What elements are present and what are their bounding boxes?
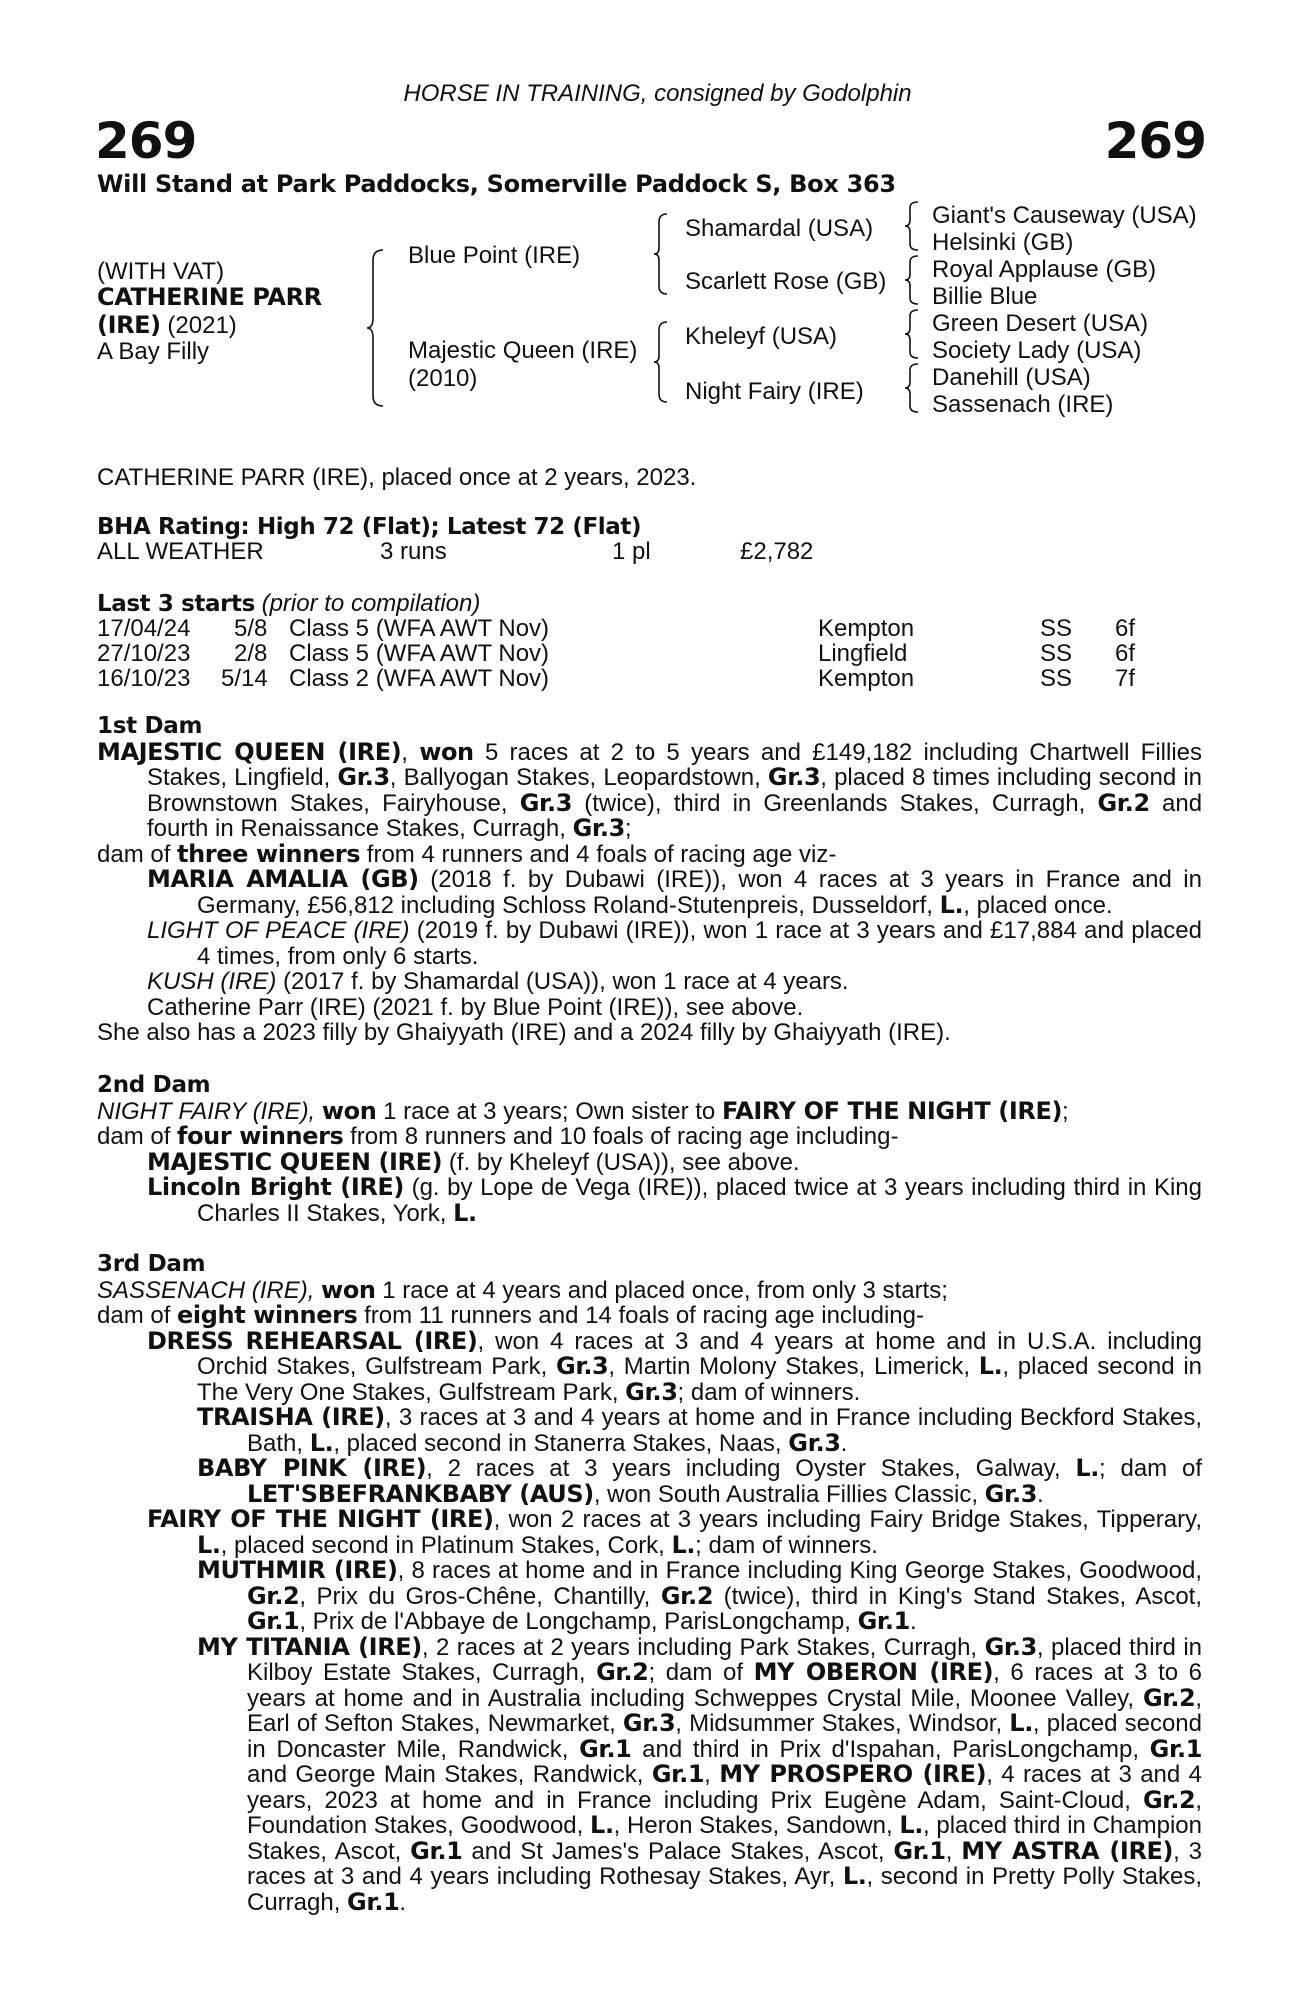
first-dam-record: MAJESTIC QUEEN (IRE), won 5 races at 2 to 5 years and £149,182 including Chartwell Fillies Stakes, Lingfield, Gr.3, Ballyogan Stakes, Leopardstown, Gr.3, placed 8 times including second in Brownstown Stakes, Fairyhouse, Gr.3 (twice), third in Greenlands Stakes, Curragh, Gr.2 and fourth in Renaissance Stakes, Curragh, Gr.3; bbox=[97, 737, 1203, 842]
lot-number-left: 269 bbox=[95, 112, 197, 170]
produce-dress-rehearsal: DRESS REHEARSAL (IRE), won 4 races at 3 and 4 years at home and in U.S.A. including Orchid Stakes, Gulfstream Park, Gr.3, Martin Molony Stakes, Limerick, L., placed second in The Very One Stakes, Gulfstream Park, Gr.3; dam of winners. bbox=[147, 1326, 1203, 1406]
second-dam-section bbox=[97, 1073, 1202, 1226]
pedigree-sire: Blue Point (IRE) bbox=[408, 242, 581, 269]
pedigree-sire-dam: Scarlett Rose (GB) bbox=[685, 268, 887, 295]
pedigree-brace-ss bbox=[903, 200, 923, 252]
third-dam-record: SASSENACH (IRE), won 1 race at 4 years and placed once, from only 3 starts; bbox=[97, 1275, 948, 1304]
produce-majestic-queen: MAJESTIC QUEEN (IRE) (f. by Kheleyf (USA)), see above. bbox=[147, 1147, 800, 1176]
first-dam-also: She also has a 2023 filly by Ghaiyyath (IRE) and a 2024 filly by Ghaiyyath (IRE). bbox=[97, 1019, 951, 1046]
lot-number-right: 269 bbox=[1104, 112, 1206, 170]
pedigree-sire-sire: Shamardal (USA) bbox=[685, 215, 874, 242]
horse-origin-year: (IRE) (2021) bbox=[97, 311, 237, 339]
pedigree-dds: Danehill (USA) bbox=[932, 364, 1091, 391]
horse-name: CATHERINE PARR bbox=[97, 283, 322, 311]
pedigree-dam-sire: Kheleyf (USA) bbox=[685, 323, 838, 350]
second-dam-heading: 2nd Dam bbox=[97, 1072, 211, 1098]
pedigree-brace-sd bbox=[903, 254, 923, 306]
pedigree-brace-dam bbox=[652, 320, 672, 404]
second-dam-produce: dam of four winners from 8 runners and 10 foals of racing age including- bbox=[97, 1122, 899, 1150]
stand-location: Will Stand at Park Paddocks, Somerville Paddock S, Box 363 bbox=[97, 170, 896, 198]
produce-light-of-peace: LIGHT OF PEACE (IRE) (2019 f. by Dubawi (IRE)), won 1 race at 3 years and £17,884 and placed 4 times, from only 6 starts. bbox=[147, 917, 1202, 970]
produce-traisha: TRAISHA (IRE), 3 races at 3 and 4 years at home and in France including Beckford Stakes, Bath, L., placed second in Stanerra Stakes, Naas, Gr.3. bbox=[197, 1403, 1202, 1457]
last-starts-heading: Last 3 starts (prior to compilation) bbox=[97, 590, 481, 617]
bha-rating: BHA Rating: High 72 (Flat); Latest 72 (Flat) bbox=[97, 514, 642, 540]
horse-description: A Bay Filly bbox=[97, 338, 210, 365]
pedigree-ssd: Helsinki (GB) bbox=[932, 229, 1074, 256]
second-dam-record: NIGHT FAIRY (IRE), won 1 race at 3 years; Own sister to FAIRY OF THE NIGHT (IRE); bbox=[97, 1096, 1069, 1125]
produce-muthmir: MUTHMIR (IRE), 8 races at home and in France including King George Stakes, Goodwood, Gr.2, Prix du Gros-Chêne, Chantilly, Gr.2 (twice), third in King's Stand Stakes, Ascot, Gr.1, Prix de l'Abbaye de Longchamp, ParisLongchamp, Gr.1. bbox=[197, 1556, 1203, 1635]
pedigree-brace-main bbox=[365, 248, 389, 408]
consignor-header: HORSE IN TRAINING, consigned by Godolphin bbox=[403, 80, 912, 107]
rating-placed: 1 pl bbox=[612, 538, 651, 565]
produce-fairy-of-the-night: FAIRY OF THE NIGHT (IRE), won 2 races at 3 years including Fairy Bridge Stakes, Tipperary, L., placed second in Platinum Stakes, Cork, L.; dam of winners. bbox=[147, 1505, 1202, 1559]
pedigree-sdd: Billie Blue bbox=[932, 283, 1038, 310]
pedigree-dss: Green Desert (USA) bbox=[932, 310, 1149, 337]
pedigree-brace-sire bbox=[652, 212, 672, 296]
produce-baby-pink: BABY PINK (IRE), 2 races at 3 years including Oyster Stakes, Galway, L.; dam of LET'SBEFRANKBABY (AUS), won South Australia Fillies Classic, Gr.3. bbox=[197, 1454, 1202, 1508]
produce-lincoln-bright: Lincoln Bright (IRE) (g. by Lope de Vega (IRE)), placed twice at 3 years including third in King Charles II Stakes, York, L. bbox=[147, 1173, 1203, 1227]
pedigree-brace-dd bbox=[903, 362, 923, 414]
produce-catherine-parr: Catherine Parr (IRE) (2021 f. by Blue Point (IRE)), see above. bbox=[147, 993, 804, 1021]
pedigree-dam-dam: Night Fairy (IRE) bbox=[685, 378, 864, 405]
rating-prize: £2,782 bbox=[740, 538, 814, 565]
first-dam-section bbox=[97, 714, 1202, 1046]
vat-note: (WITH VAT) bbox=[97, 258, 225, 285]
produce-maria-amalia: MARIA AMALIA (GB) (2018 f. by Dubawi (IRE)), won 4 races at 3 years in France and in Germany, £56,812 including Schloss Roland-Stutenpreis, Dusseldorf, L., placed once. bbox=[147, 865, 1202, 919]
produce-kush: KUSH (IRE) (2017 f. by Shamardal (USA)), won 1 race at 4 years. bbox=[147, 968, 849, 995]
pedigree-brace-ds bbox=[903, 308, 923, 360]
first-dam-heading: 1st Dam bbox=[97, 713, 203, 739]
pedigree-dam: Majestic Queen (IRE) bbox=[408, 337, 638, 364]
rating-runs: 3 runs bbox=[380, 538, 447, 565]
third-dam-heading: 3rd Dam bbox=[97, 1251, 206, 1277]
pedigree-sds: Royal Applause (GB) bbox=[932, 256, 1157, 283]
first-dam-produce: dam of three winners from 4 runners and 4 foals of racing age viz- bbox=[97, 839, 837, 868]
rating-surface: ALL WEATHER bbox=[97, 538, 264, 565]
pedigree-dam-year: (2010) bbox=[408, 365, 478, 392]
race-summary: CATHERINE PARR (IRE), placed once at 2 years, 2023. bbox=[97, 464, 697, 491]
third-dam-produce: dam of eight winners from 11 runners and 14 foals of racing age including- bbox=[97, 1301, 924, 1329]
pedigree-sss: Giant's Causeway (USA) bbox=[932, 202, 1197, 229]
pedigree-dsd: Society Lady (USA) bbox=[932, 337, 1142, 364]
produce-my-titania: MY TITANIA (IRE), 2 races at 2 years including Park Stakes, Curragh, Gr.3, placed third in Kilboy Estate Stakes, Curragh, Gr.2; dam of MY OBERON (IRE), 6 races at 3 to 6 years at home and in Australia including Schweppes Crystal Mile, Moonee Valley, Gr.2, Earl of Sefton Stakes, Newmarket, Gr.3, Midsummer Stakes, Windsor, L., placed second in Doncaster Mile, Randwick, Gr.1 and third in Prix d'Ispahan, ParisLongchamp, Gr.1 and George Main Stakes, Randwick, Gr.1, MY PROSPERO (IRE), 4 races at 3 and 4 years, 2023 at home and in France including Prix Eugène Adam, Saint-Cloud, Gr.2, Foundation Stakes, Goodwood, L., Heron Stakes, Sandown, L., placed third in Champion Stakes, Ascot, Gr.1 and St James's Palace Stakes, Ascot, Gr.1, MY ASTRA (IRE), 3 races at 3 and 4 years including Rothesay Stakes, Ayr, L., second in Pretty Polly Stakes, Curragh, Gr.1. bbox=[197, 1632, 1203, 1916]
pedigree-ddd: Sassenach (IRE) bbox=[932, 391, 1114, 418]
third-dam-section bbox=[97, 1252, 1202, 1915]
